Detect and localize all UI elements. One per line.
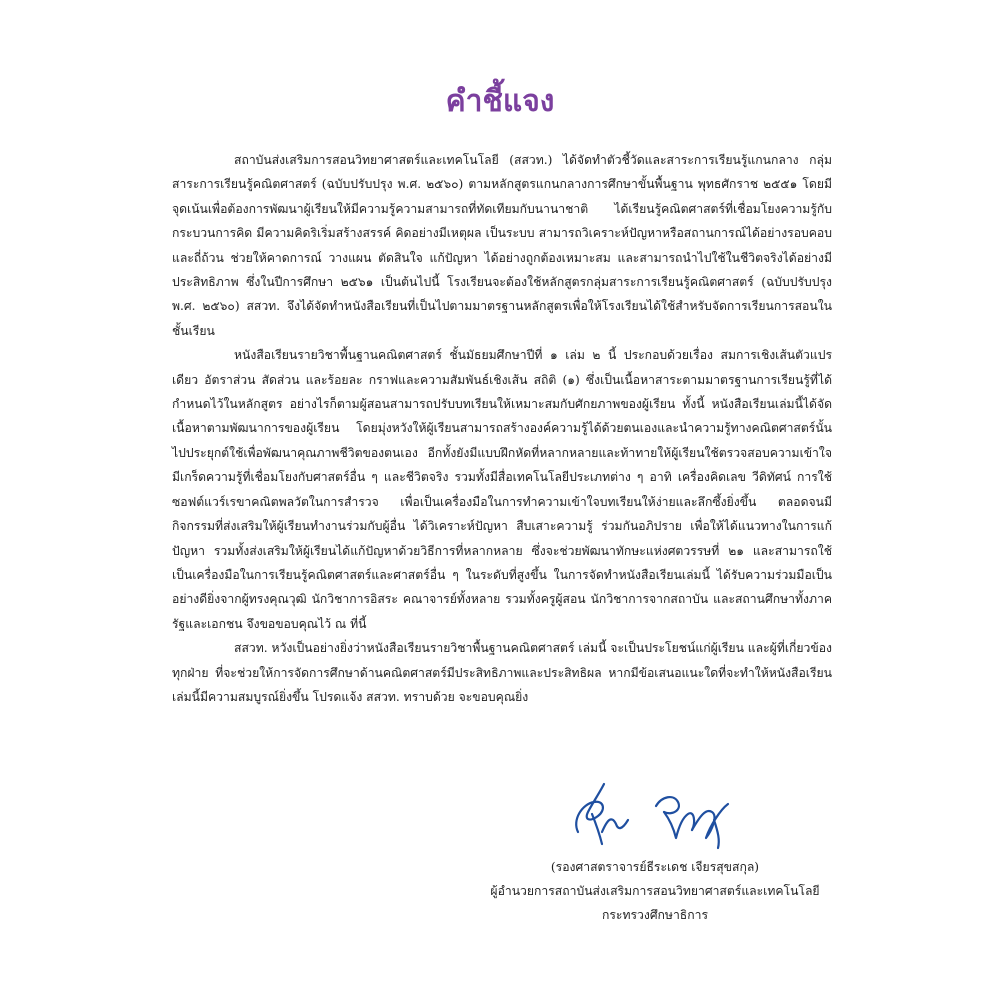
paragraph-book-content: หนังสือเรียนรายวิชาพื้นฐานคณิตศาสตร์ ชั้นมัธยมศึกษาปีที่ ๑ เล่ม ๒ นี้ ประกอบด้วยเรื่อง สมการเชิงเส้นตัวแปรเดียว อัตราส่วน สัดส่วน และร้อยละ กราฟและความสัมพันธ์เชิงเส้น สถิติ (๑) ซึ่งเป็นเนื้อหาสาระตามมาตรฐานการเรียนรู้ที่ได้กำหนดไว้ในหลักสูตร อย่างไรก็ตามผู้สอนสามารถปรับบทเรียนให้เหมาะสมกับศักยภาพของผู้เรียน ทั้งนี้ หนังสือเรียนเล่มนี้ได้จัดเนื้อหาตามพัฒนาการของผู้เรียน โดยมุ่งหวังให้ผู้เรียนสามารถสร้างองค์ความรู้ได้ด้วยตนเองและนำความรู้ทางคณิตศาสตร์นั้นไปประยุกต์ใช้เพื่อพัฒนาคุณภาพชีวิตของตนเอง อีกทั้งยังมีแบบฝึกหัดที่หลากหลายและท้าทายให้ผู้เรียนใช้ตรวจสอบความเข้าใจ มีเกร็ดความรู้ที่เชื่อมโยงกับศาสตร์อื่น ๆ และชีวิตจริง รวมทั้งมีสื่อเทคโนโลยีประเภทต่าง ๆ อาทิ เครื่องคิดเลข วีดิทัศน์ การใช้ซอฟต์แวร์เรขาคณิตพลวัตในการสำรวจ เพื่อเป็นเครื่องมือในการทำความเข้าใจบทเรียนให้ง่ายและลึกซึ้งยิ่งขึ้น ตลอดจนมีกิจกรรมที่ส่งเสริมให้ผู้เรียนทำงานร่วมกับผู้อื่น ได้วิเคราะห์ปัญหา สืบเสาะความรู้ ร่วมกันอภิปราย เพื่อให้ได้แนวทางในการแก้ปัญหา รวมทั้งส่งเสริมให้ผู้เรียนได้แก้ปัญหาด้วยวิธีการที่หลากหลาย ซึ่งจะช่วยพัฒนาทักษะแห่งศตวรรษที่ ๒๑ และสามารถใช้เป็นเครื่องมือในการเรียนรู้คณิตศาสตร์และศาสตร์อื่น ๆ ในระดับที่สูงขึ้น ในการจัดทำหนังสือเรียนเล่มนี้ ได้รับความร่วมมือเป็นอย่างดียิ่งจากผู้ทรงคุณวุฒิ นักวิชาการอิสระ คณาจารย์ทั้งหลาย รวมทั้งครูผู้สอน นักวิชาการจากสถาบัน และสถานศึกษาทั้งภาครัฐและเอกชน จึงขอขอบคุณไว้ ณ ที่นี้ [172, 348, 832, 631]
signatory-organization: กระทรวงศึกษาธิการ [601, 908, 709, 922]
paragraph-intro: สถาบันส่งเสริมการสอนวิทยาศาสตร์และเทคโนโลยี (สสวท.) ได้จัดทำตัวชี้วัดและสาระการเรียนรู้แกนกลาง กลุ่มสาระการเรียนรู้คณิตศาสตร์ (ฉบับปรับปรุง พ.ศ. ๒๕๖๐) ตามหลักสูตรแกนกลางการศึกษาขั้นพื้นฐาน พุทธศักราช ๒๕๕๑ โดยมีจุดเน้นเพื่อต้องการพัฒนาผู้เรียนให้มีความรู้ความสามารถที่ทัดเทียมกับนานาชาติ ได้เรียนรู้คณิตศาสตร์ที่เชื่อมโยงความรู้กับกระบวนการคิด มีความคิดริเริ่มสร้างสรรค์ คิดอย่างมีเหตุผล เป็นระบบ สามารถวิเคราะห์ปัญหาหรือสถานการณ์ได้อย่างรอบคอบและถี่ถ้วน ช่วยให้คาดการณ์ วางแผน ตัดสินใจ แก้ปัญหา ได้อย่างถูกต้องเหมาะสม และสามารถนำไปใช้ในชีวิตจริงได้อย่างมีประสิทธิภาพ ซึ่งในปีการศึกษา ๒๕๖๑ เป็นต้นไปนี้ โรงเรียนจะต้องใช้หลักสูตรกลุ่มสาระการเรียนรู้คณิตศาสตร์ (ฉบับปรับปรุง พ.ศ. ๒๕๖๐) สสวท. จึงได้จัดทำหนังสือเรียนที่เป็นไปตามมาตรฐานหลักสูตรเพื่อให้โรงเรียนได้ใช้สำหรับจัดการเรียนการสอนในชั้นเรียน [172, 153, 832, 338]
page-title: คำชี้แจง [445, 84, 555, 119]
signatory-position: ผู้อำนวยการสถาบันส่งเสริมการสอนวิทยาศาสตร์และเทคโนโลยี [490, 884, 820, 898]
paragraph-closing: สสวท. หวังเป็นอย่างยิ่งว่าหนังสือเรียนรายวิชาพื้นฐานคณิตศาสตร์ เล่มนี้ จะเป็นประโยชน์แก่ผู้เรียน และผู้ที่เกี่ยวข้องทุกฝ่าย ที่จะช่วยให้การจัดการศึกษาด้านคณิตศาสตร์มีประสิทธิภาพและประสิทธิผล หากมีข้อเสนอแนะใดที่จะทำให้หนังสือเรียนเล่มนี้มีความสมบูรณ์ยิ่งขึ้น โปรดแจ้ง สสวท. ทราบด้วย จะขอบคุณยิ่ง [172, 641, 832, 704]
signatory-block [440, 855, 870, 927]
body-text [172, 148, 832, 709]
signatory-name: (รองศาสตราจารย์ธีระเดช เจียรสุขสกุล) [550, 860, 760, 874]
handwritten-signature [564, 780, 744, 850]
